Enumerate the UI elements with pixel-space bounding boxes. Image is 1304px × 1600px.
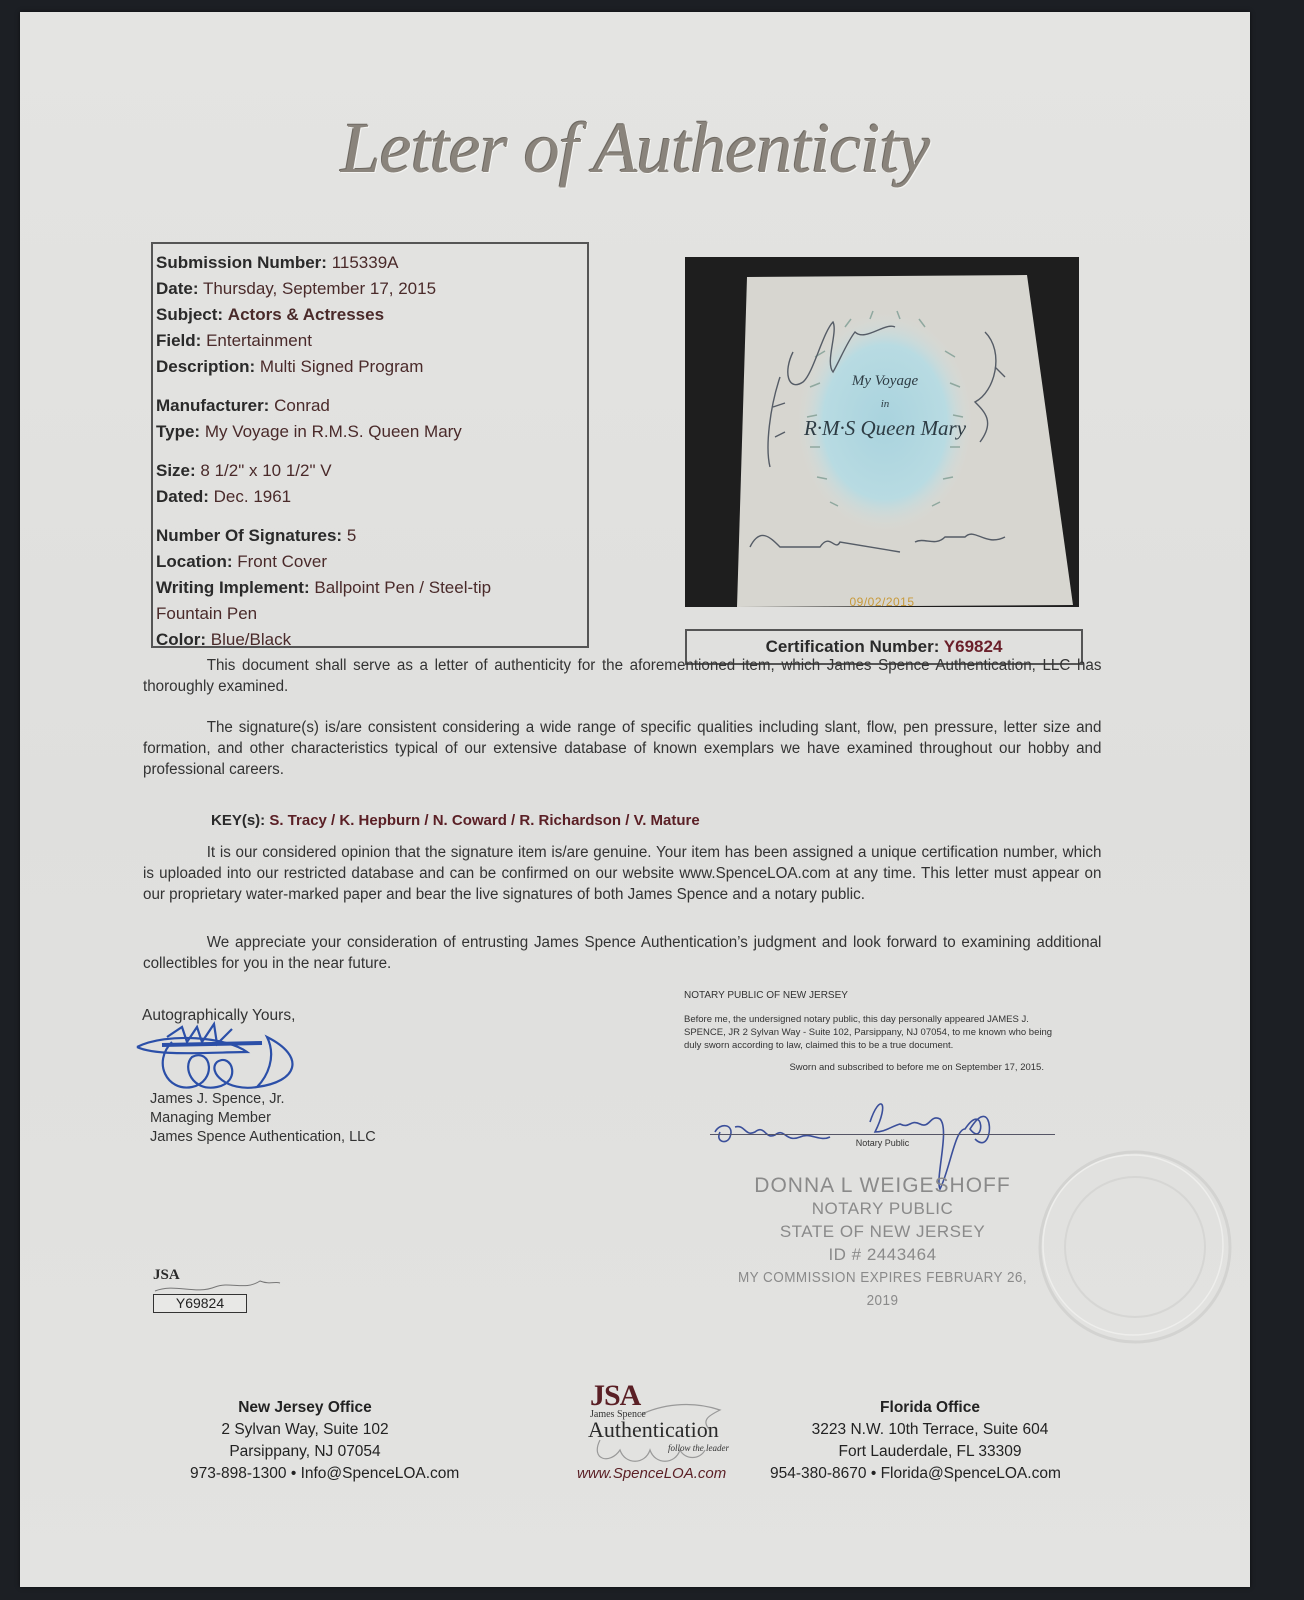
location-row: Location: Front Cover xyxy=(156,552,327,571)
sticker-signature xyxy=(153,1279,283,1295)
description-row: Description: Multi Signed Program xyxy=(156,357,424,376)
program-cover-image xyxy=(685,257,1079,607)
dated-row: Dated: Dec. 1961 xyxy=(156,487,292,506)
description-value: Multi Signed Program xyxy=(259,357,424,376)
paragraph-3: It is our considered opinion that the signature item is/are genuine. Your item has been assigned a unique certification number, which is uploaded into our restricted database and can be confirmed on our website www.SpenceLOA.com at any time. This letter must appear on our proprietary water-marked paper and bear the live signatures of both James Spence and a notary public. xyxy=(143,844,1102,903)
notary-block xyxy=(684,990,1064,1073)
letter-paper xyxy=(20,12,1250,1587)
manufacturer-row: Manufacturer: Conrad xyxy=(156,396,330,415)
embossed-seal-icon xyxy=(1030,1142,1240,1352)
website-link[interactable]: www.SpenceLOA.com xyxy=(577,1465,727,1482)
size-value: 8 1/2" x 10 1/2" V xyxy=(200,461,332,480)
notary-state: STATE OF NEW JERSEY xyxy=(779,1222,986,1241)
notary-name: DONNA L WEIGESHOFF xyxy=(754,1174,1011,1197)
fl-contact: 954-380-8670 • Florida@SpenceLOA.com xyxy=(770,1465,1061,1482)
subject-value: Actors & Actresses xyxy=(227,305,385,324)
date-row: Date: Thursday, September 17, 2015 xyxy=(156,279,437,298)
field-row: Field: Entertainment xyxy=(156,331,312,350)
paragraph-4: We appreciate your consideration of entrusting James Spence Authentication’s judgment and look forward to examining additional collectibles for you in the near future. xyxy=(143,934,1102,972)
submission-number: 115339A xyxy=(331,253,399,272)
signer-company: James Spence Authentication, LLC xyxy=(150,1129,376,1145)
type-row: Type: My Voyage in R.M.S. Queen Mary xyxy=(156,422,462,441)
signatures-row: Number Of Signatures: 5 xyxy=(156,526,357,545)
nj-office: New Jersey Office 2 Sylvan Way, Suite 102 Parsippany, NJ 07054 xyxy=(221,1399,389,1460)
location-value: Front Cover xyxy=(237,552,327,571)
type-value: My Voyage in R.M.S. Queen Mary xyxy=(204,422,462,441)
implement-row-cont: Fountain Pen xyxy=(156,604,258,623)
certification-number-box: Certification Number: Y69824 xyxy=(685,629,1083,665)
notary-stamp xyxy=(710,1174,1055,1312)
color-row: Color: Blue/Black xyxy=(156,630,292,649)
notary-title: NOTARY PUBLIC xyxy=(811,1199,954,1218)
field-value: Entertainment xyxy=(206,331,312,350)
date-value: Thursday, September 17, 2015 xyxy=(202,279,437,298)
photo-date-stamp: 09/02/2015 xyxy=(849,595,915,609)
nj-contact: 973-898-1300 • Info@SpenceLOA.com xyxy=(190,1465,460,1482)
size-row: Size: 8 1/2" x 10 1/2" V xyxy=(156,461,332,480)
signer-role: Managing Member xyxy=(150,1110,271,1126)
item-photo xyxy=(685,257,1079,607)
paragraph-1: This document shall serve as a letter of authenticity for the aforementioned item, which James Spence Authentication, LLC has thoroughly examined. xyxy=(143,657,1102,695)
svg-text:My Voyage: My Voyage xyxy=(851,373,919,389)
notary-heading: NOTARY PUBLIC OF NEW JERSEY xyxy=(684,990,848,1001)
sticker-code: Y69824 xyxy=(153,1294,247,1313)
color-value: Blue/Black xyxy=(210,630,292,649)
notary-caption: Notary Public xyxy=(855,1138,910,1148)
signer-name: James J. Spence, Jr. xyxy=(150,1091,285,1107)
signature-keys: KEY(s): S. Tracy / K. Hepburn / N. Coward / R. Richardson / V. Mature xyxy=(211,812,700,829)
fl-office: Florida Office 3223 N.W. 10th Terrace, Suite 604 Fort Lauderdale, FL 33309 xyxy=(811,1399,1049,1460)
signer-block xyxy=(150,1090,376,1147)
jsa-logo: JSA James Spence Authentication follow the leader xyxy=(580,1385,740,1463)
submission-number-row: Submission Number: 115339A xyxy=(156,253,399,272)
svg-text:R·M·S Queen Mary: R·M·S Queen Mary xyxy=(803,416,967,440)
svg-text:in: in xyxy=(880,398,890,410)
paragraph-2: The signature(s) is/are consistent considering a wide range of specific qualities including slant, flow, pen pressure, letter size and formation, and other characteristics typical of our extensive database of known exemplars we have examined throughout our hobby and professional careers. xyxy=(143,719,1102,778)
notary-expiry: MY COMMISSION EXPIRES FEBRUARY 26, 2019 xyxy=(737,1269,1028,1309)
implement-row: Writing Implement: Ballpoint Pen / Steel-tip xyxy=(156,578,492,597)
certification-number: Y69824 xyxy=(943,637,1003,656)
manufacturer-value: Conrad xyxy=(274,396,330,415)
document-title: Letter of Authenticity xyxy=(340,108,930,188)
notary-sworn-date: Sworn and subscribed to before me on September 17, 2015. xyxy=(789,1062,1044,1073)
subject-row: Subject: Actors & Actresses xyxy=(156,305,385,324)
item-info-box xyxy=(151,242,589,648)
notary-signature-line xyxy=(710,1134,1055,1135)
notary-statement: Before me, the undersigned notary public, this day personally appeared JAMES J. SPENCE, JR 2 Sylvan Way - Suite 102, Parsippany, NJ 07054, to me known who being duly sworn according to law, claimed this to be a true document. xyxy=(684,1014,1053,1051)
spence-signature xyxy=(132,1017,322,1097)
jsa-hologram-sticker: JSA Y69824 xyxy=(153,1267,283,1319)
dated-value: Dec. 1961 xyxy=(213,487,292,506)
notary-id: ID # 2443464 xyxy=(828,1245,937,1264)
signatures-value: 5 xyxy=(346,526,357,545)
implement-value: Ballpoint Pen / Steel-tip xyxy=(314,578,492,597)
closing-salutation: Autographically Yours, xyxy=(142,1007,296,1024)
